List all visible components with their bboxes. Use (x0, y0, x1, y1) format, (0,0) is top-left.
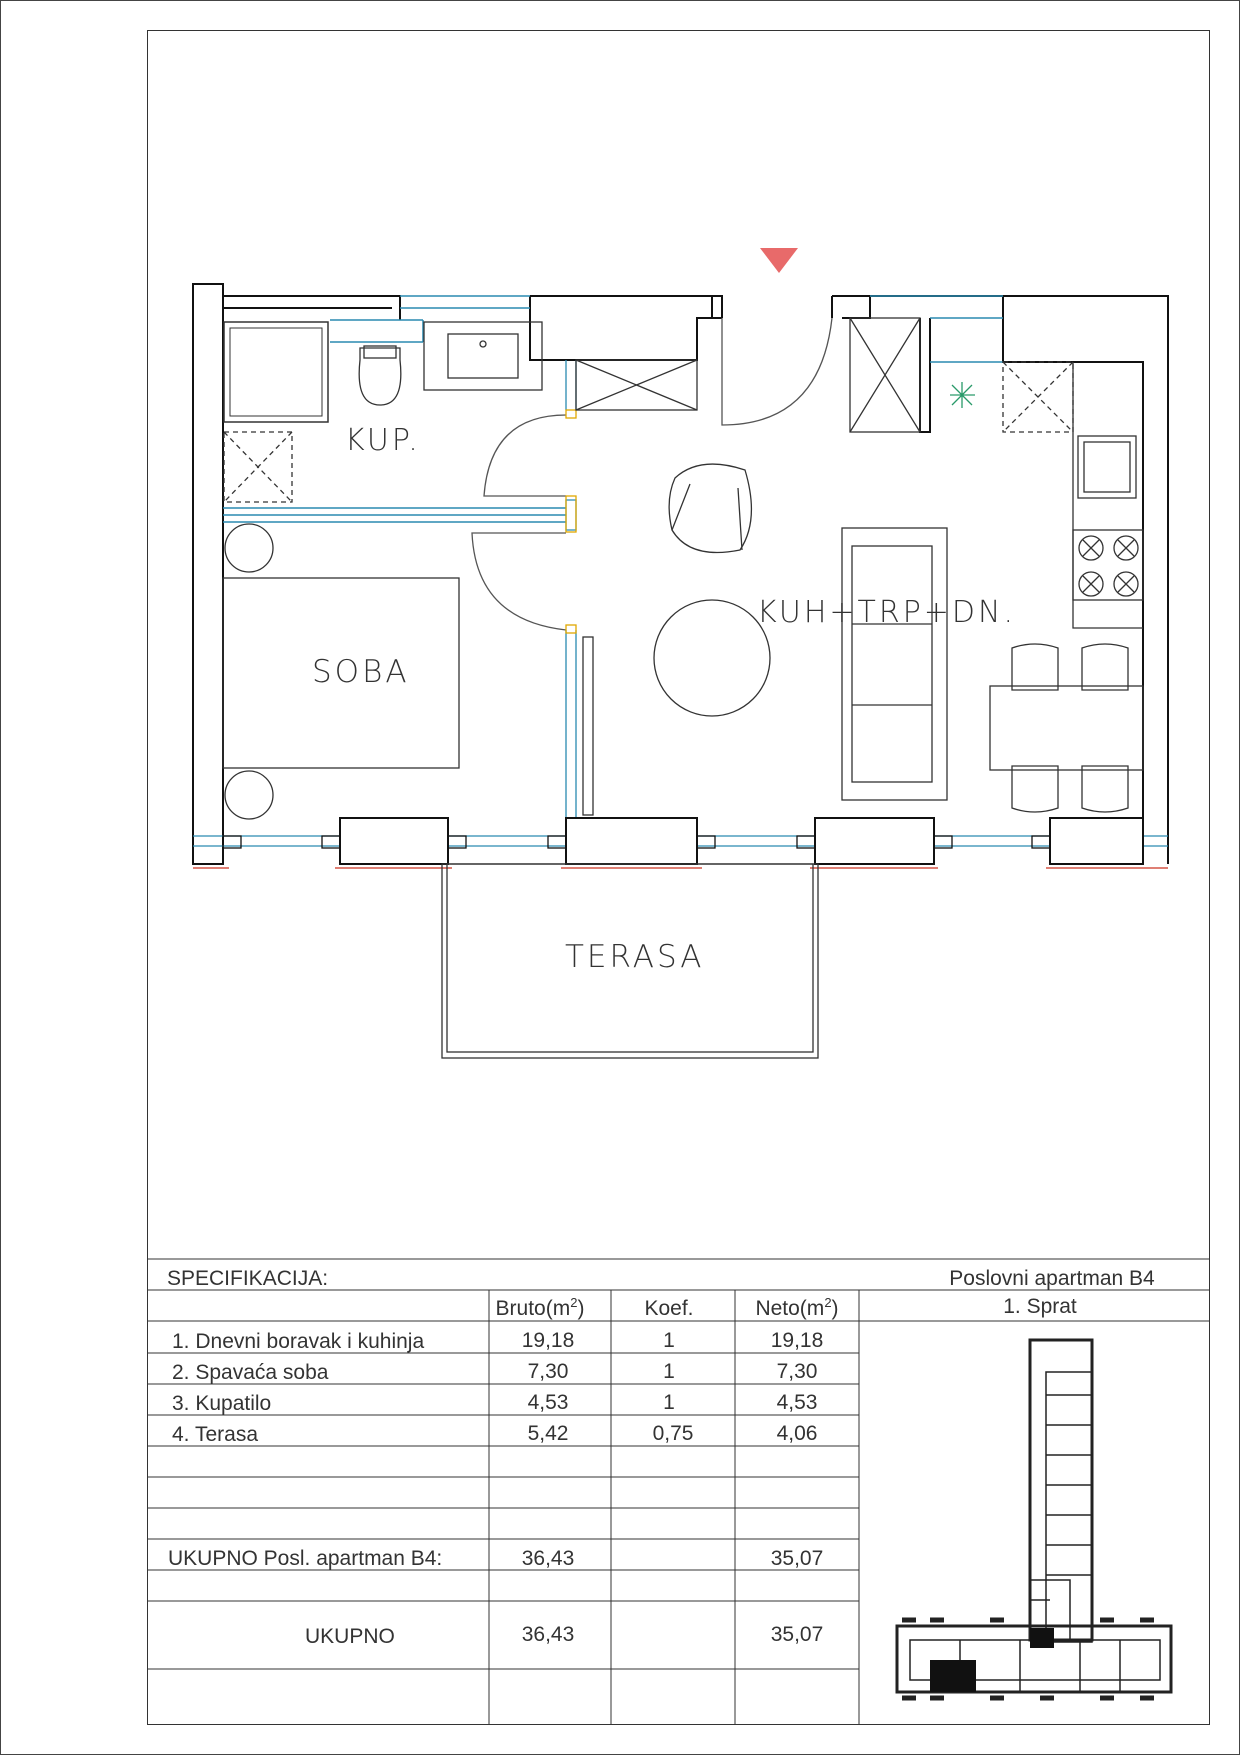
sofa (842, 528, 947, 800)
svg-text:4,53: 4,53 (776, 1391, 818, 1414)
fridge (1078, 436, 1136, 498)
partition-bath (223, 508, 566, 522)
svg-text:3. Kupatilo: 3. Kupatilo (172, 1392, 272, 1415)
kitchen-counter (1073, 362, 1143, 628)
spec-title: SPECIFIKACIJA: (167, 1267, 329, 1290)
table-row (172, 1422, 817, 1446)
north-wall-mid (530, 296, 722, 360)
north-wall-right (832, 296, 1168, 864)
sink (424, 322, 542, 390)
coffee-table (654, 600, 770, 716)
room-label-kup: KUP. (345, 423, 421, 458)
shower-inner (230, 328, 322, 416)
svg-text:7,30: 7,30 (776, 1360, 818, 1383)
dining-table (990, 686, 1143, 770)
kitchen-wall (920, 296, 1143, 864)
col-header-koef: Koef. (644, 1297, 694, 1320)
svg-text:19,18: 19,18 (521, 1329, 575, 1352)
svg-text:35,07: 35,07 (770, 1547, 824, 1570)
room-label-soba: SOBA (312, 654, 410, 690)
svg-text:36,43: 36,43 (521, 1623, 575, 1646)
pier-4 (1050, 818, 1143, 864)
sliding-door (583, 637, 593, 815)
subtotal-row (168, 1547, 823, 1570)
key-plan (897, 1340, 1171, 1698)
svg-text:1. Dnevni boravak i kuhinja: 1. Dnevni boravak i kuhinja (172, 1330, 425, 1353)
north-wall-left (223, 284, 400, 320)
col-header-bruto: $Bruto(m^2)$ (495, 1295, 585, 1320)
floor-label: 1. Sprat (1003, 1295, 1077, 1318)
svg-text:1: 1 (663, 1360, 675, 1383)
svg-text:5,42: 5,42 (527, 1422, 569, 1445)
table-row (172, 1360, 817, 1384)
toilet-icon (359, 348, 401, 405)
svg-text:36,43: 36,43 (521, 1547, 575, 1570)
svg-text:7,30: 7,30 (527, 1360, 569, 1383)
svg-text:UKUPNO Posl. apartman B4:: UKUPNO Posl. apartman B4: (168, 1547, 443, 1570)
room-label-kuh: KUH+TRP+DN. (757, 595, 1016, 630)
svg-text:0,75: 0,75 (652, 1422, 694, 1445)
table-row (172, 1391, 817, 1415)
door-entrance (722, 318, 832, 425)
chair-icon (1012, 644, 1058, 690)
unit-name: Poslovni apartman B4 (949, 1267, 1155, 1290)
floor-plan (193, 248, 1168, 1058)
svg-text:35,07: 35,07 (770, 1623, 824, 1646)
table-row (172, 1329, 823, 1353)
pier-3 (815, 818, 934, 864)
svg-text:1: 1 (663, 1391, 675, 1414)
total-row (305, 1623, 823, 1648)
svg-text:4,06: 4,06 (776, 1422, 818, 1445)
room-label-terasa: TERASA (565, 939, 705, 975)
pier-2 (566, 818, 697, 864)
fan-icon (950, 382, 975, 408)
svg-text:4,53: 4,53 (527, 1391, 569, 1414)
col-header-neto: $Neto(m^2)$ (755, 1295, 839, 1320)
svg-text:2. Spavaća soba: 2. Spavaća soba (172, 1361, 329, 1384)
entrance-marker-icon (760, 248, 798, 273)
shower-tray (224, 322, 328, 422)
west-wall (193, 284, 223, 864)
drain-icon (480, 341, 486, 347)
glass-top (330, 296, 1003, 362)
svg-text:4. Terasa: 4. Terasa (172, 1423, 258, 1446)
pier-1 (340, 818, 448, 864)
door-bed (472, 533, 566, 630)
svg-text:UKUPNO: UKUPNO (305, 1625, 395, 1648)
nightstand-lamp (225, 524, 273, 572)
door-bath (484, 415, 566, 496)
svg-text:19,18: 19,18 (770, 1329, 824, 1352)
svg-text:1: 1 (663, 1329, 675, 1352)
spec-table (147, 1259, 1210, 1725)
